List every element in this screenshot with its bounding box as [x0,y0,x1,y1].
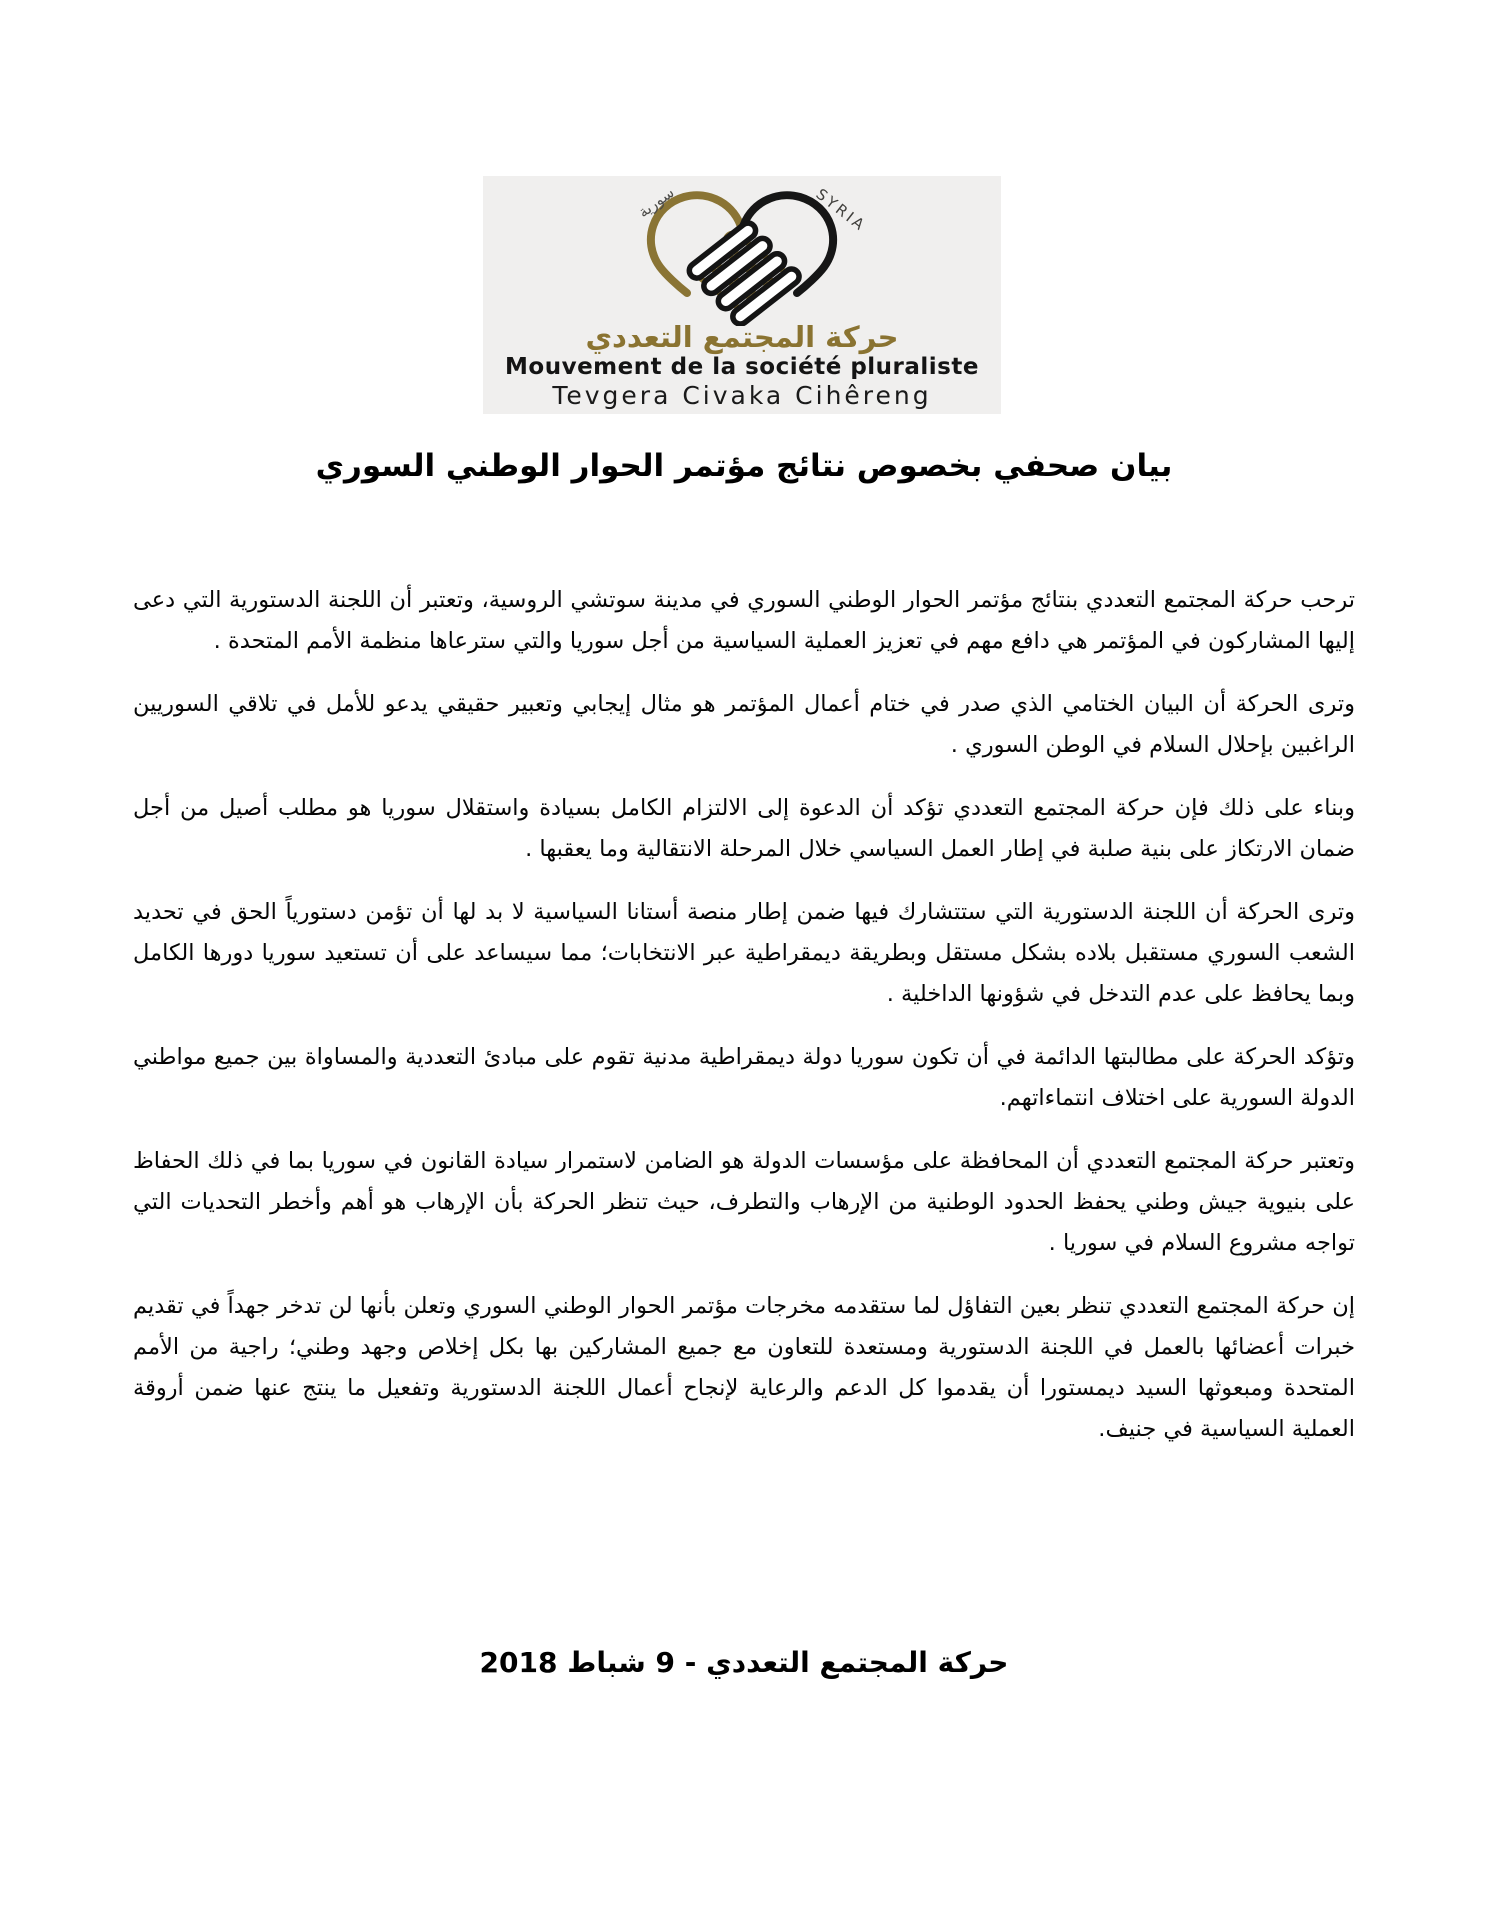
press-paragraph-7: إن حركة المجتمع التعددي تنظر بعين التفاؤل لما ستقدمه مخرجات مؤتمر الحوار الوطني السوري وتعلن بأنها لن تدخر جهداً في تقديم خبرات أعضائها بالعمل في اللجنة الدستورية ومستعدة للتعاون مع جميع المشاركين بها بكل إخلاص وجهد وطني؛ راجية من الأمم المتحدة ومبعوثها السيد ديمستورا أن يقدموا كل الدعم والرعاية لإنجاح أعمال اللجنة الدستورية وتفعيل ما ينتج عنها ضمن أروقة العملية السياسية في جنيف. [133,1293,1355,1442]
footer-signature: حركة المجتمع التعددي - 9 شباط 2018 [479,1646,1009,1679]
press-paragraph-6: وتعتبر حركة المجتمع التعددي أن المحافظة على مؤسسات الدولة هو الضامن لاستمرار سيادة القانون في سوريا بما في ذلك الحفاظ على بنيوية جيش وطني يحفظ الحدود الوطنية من الإرهاب والتطرف، حيث تنظر الحركة بأن الإرهاب هو أهم وأخطر التحديات التي تواجه مشروع السلام في سوريا . [133,1148,1355,1256]
logo-brand-kurdish: Tevgera Civaka Cihêreng [552,380,932,410]
document-title: بيان صحفي بخصوص نتائج مؤتمر الحوار الوطني السوري [315,448,1173,484]
logo-brand-french: Mouvement de la société pluraliste [505,354,979,381]
black-fingers [686,216,802,326]
logo-syria-english-label: SYRIA [812,184,870,236]
document-body [133,580,1355,1472]
logo-brand-arabic: حركة المجتمع التعددي [585,320,899,354]
logo-block [483,176,1001,414]
press-paragraph-3: وبناء على ذلك فإن حركة المجتمع التعددي تؤكد أن الدعوة إلى الالتزام الكامل بسيادة واستقلال سوريا هو مطلب أصيل من أجل ضمان الارتكاز على بنية صلبة في إطار العمل السياسي خلال المرحلة الانتقالية وما يعقبها . [133,795,1355,862]
logo-syria-arabic-label: سورية [634,183,678,222]
handshake-heart-icon [587,178,897,326]
press-paragraph-2: وترى الحركة أن البيان الختامي الذي صدر في ختام أعمال المؤتمر هو مثال إيجابي وتعبير حقيقي يدعو للأمل في تلاقي السوريين الراغبين بإحلال السلام في الوطن السوري . [133,691,1355,758]
press-paragraph-4: وترى الحركة أن اللجنة الدستورية التي ستتشارك فيها ضمن إطار منصة أستانا السياسية لا بد لها أن تؤمن دستورياً الحق في تحديد الشعب السوري مستقبل بلاده بشكل مستقل وبطريقة ديمقراطية عبر الانتخابات؛ مما سيساعد على أن تستعيد سوريا دورها الكامل وبما يحافظ على عدم التدخل في شؤونها الداخلية . [133,899,1355,1007]
press-paragraph-1: ترحب حركة المجتمع التعددي بنتائج مؤتمر الحوار الوطني السوري في مدينة سوتشي الروسية، وتعتبر أن اللجنة الدستورية التي دعى إليها المشاركون في المؤتمر هي دافع مهم في تعزيز العملية السياسية من أجل سوريا والتي سترعاها منظمة الأمم المتحدة . [133,587,1355,654]
press-paragraph-5: وتؤكد الحركة على مطالبتها الدائمة في أن تكون سوريا دولة ديمقراطية مدنية تقوم على مبادئ التعددية والمساواة بين جميع مواطني الدولة السورية على اختلاف انتماءاتهم. [133,1044,1355,1111]
